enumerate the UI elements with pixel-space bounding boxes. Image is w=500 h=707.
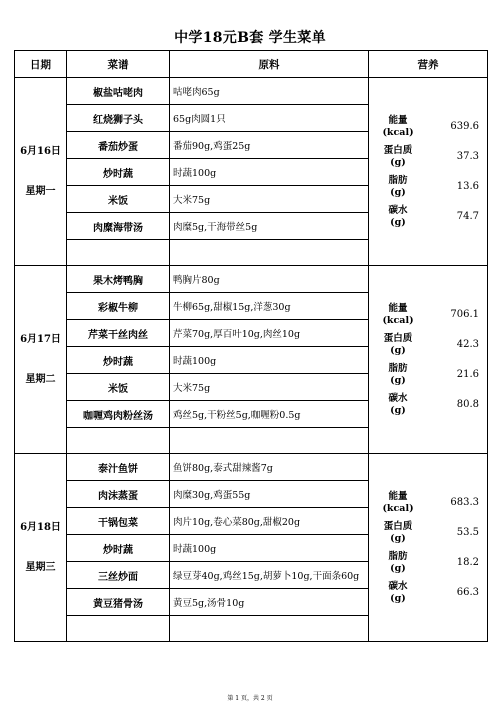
nutrition-label-name: 蛋白质: [383, 332, 413, 344]
nutrition-label-name: 碳水: [388, 580, 408, 592]
nutrition-value-fat: 18.2: [456, 557, 479, 568]
ingredients-cell: 咕咾肉65g: [170, 78, 369, 105]
nutrition-label-energy: [369, 115, 427, 139]
nutrition-grid: [369, 491, 487, 605]
ingredients-cell: 大米75g: [170, 186, 369, 213]
weekday-label: 星期二: [25, 373, 56, 385]
dish-name: 米饭: [67, 186, 170, 213]
nutrition-label-energy: [369, 491, 427, 515]
ingredients-cell: 绿豆芽40g,鸡丝15g,胡萝卜10g,干面条60g: [170, 562, 369, 589]
ingredients-cell: 时蔬100g: [170, 347, 369, 374]
nutrition-value-carb: 74.7: [456, 211, 479, 222]
nutrition-value-energy: 683.3: [450, 497, 479, 508]
nutrition-label-name: 碳水: [388, 392, 408, 404]
dish-name: 咖喱鸡肉粉丝汤: [67, 401, 170, 428]
nutrition-label-unit: (g): [390, 592, 406, 604]
nutrition-label-name: 能量: [388, 490, 408, 502]
weekday-label: 星期一: [25, 185, 56, 197]
nutrition-value-protein: 53.5: [456, 527, 479, 538]
dish-name: 黄豆猪骨汤: [67, 589, 170, 616]
ingredients-cell: 番茄90g,鸡蛋25g: [170, 132, 369, 159]
menu-row: [15, 78, 488, 105]
nutrition-value-fat: 13.6: [456, 181, 479, 192]
ingredients-cell: 鱼饼80g,泰式甜辣酱7g: [170, 454, 369, 481]
nutrition-label-unit: (g): [390, 374, 406, 386]
nutrition-cell: [369, 78, 488, 266]
dish-name: 炒时蔬: [67, 159, 170, 186]
blank-cell: [67, 428, 170, 454]
nutrition-label-name: 蛋白质: [383, 144, 413, 156]
table-header-row: [15, 51, 488, 78]
nutrition-label-name: 脂肪: [388, 174, 408, 186]
nutrition-label-energy: [369, 303, 427, 327]
dish-name: 肉沫蒸蛋: [67, 481, 170, 508]
blank-cell: [67, 616, 170, 642]
nutrition-label-carb: [369, 581, 427, 605]
nutrition-label-carb: [369, 393, 427, 417]
dish-name: 番茄炒蛋: [67, 132, 170, 159]
dish-name: 果木烤鸭胸: [67, 266, 170, 293]
header-dish: 菜谱: [67, 51, 170, 78]
ingredients-cell: 65g肉圆1只: [170, 105, 369, 132]
header-ingredients: 原料: [170, 51, 369, 78]
dish-name: 芹菜干丝肉丝: [67, 320, 170, 347]
nutrition-label-name: 能量: [388, 114, 408, 126]
nutrition-label-protein: [369, 521, 427, 545]
date-cell: [15, 266, 67, 454]
menu-row: [15, 454, 488, 481]
page-footer: 第 1 页，共 2 页: [227, 695, 273, 702]
page-title: 中学18元B套 学生菜单: [174, 30, 326, 46]
dish-name: 炒时蔬: [67, 347, 170, 374]
blank-cell: [170, 240, 369, 266]
date-cell: [15, 78, 67, 266]
nutrition-label-carb: [369, 205, 427, 229]
ingredients-cell: 鸡丝5g,干粉丝5g,咖喱粉0.5g: [170, 401, 369, 428]
date-label: 6月18日: [20, 521, 61, 533]
nutrition-label-unit: (kcal): [382, 126, 414, 138]
nutrition-value-carb: 80.8: [456, 399, 479, 410]
nutrition-value-fat: 21.6: [456, 369, 479, 380]
nutrition-value-protein: 42.3: [456, 339, 479, 350]
nutrition-label-name: 蛋白质: [383, 520, 413, 532]
date-label: 6月17日: [20, 333, 61, 345]
header-date: 日期: [15, 51, 67, 78]
blank-cell: [170, 428, 369, 454]
ingredients-cell: 黄豆5g,汤骨10g: [170, 589, 369, 616]
nutrition-label-unit: (g): [390, 532, 406, 544]
header-nutrition: 营养: [369, 51, 488, 78]
nutrition-label-unit: (g): [390, 562, 406, 574]
nutrition-label-name: 能量: [388, 302, 408, 314]
nutrition-label-fat: [369, 175, 427, 199]
ingredients-cell: 肉片10g,卷心菜80g,甜椒20g: [170, 508, 369, 535]
nutrition-label-unit: (kcal): [382, 502, 414, 514]
dish-name: 彩椒牛柳: [67, 293, 170, 320]
ingredients-cell: 牛柳65g,甜椒15g,洋葱30g: [170, 293, 369, 320]
date-cell: [15, 454, 67, 642]
date-label: 6月16日: [20, 145, 61, 157]
nutrition-label-name: 脂肪: [388, 550, 408, 562]
dish-name: 泰汁鱼饼: [67, 454, 170, 481]
nutrition-grid: [369, 115, 487, 229]
ingredients-cell: 芹菜70g,厚百叶10g,肉丝10g: [170, 320, 369, 347]
blank-cell: [67, 240, 170, 266]
nutrition-value-energy: 639.6: [450, 121, 479, 132]
nutrition-label-fat: [369, 363, 427, 387]
nutrition-label-name: 碳水: [388, 204, 408, 216]
nutrition-label-fat: [369, 551, 427, 575]
nutrition-label-protein: [369, 333, 427, 357]
nutrition-value-protein: 37.3: [456, 151, 479, 162]
nutrition-label-name: 脂肪: [388, 362, 408, 374]
ingredients-cell: 时蔬100g: [170, 159, 369, 186]
ingredients-cell: 肉糜5g,干海带丝5g: [170, 213, 369, 240]
dish-name: 肉糜海带汤: [67, 213, 170, 240]
weekday-label: 星期三: [25, 561, 56, 573]
nutrition-label-unit: (g): [390, 344, 406, 356]
nutrition-value-energy: 706.1: [450, 309, 479, 320]
nutrition-value-carb: 66.3: [456, 587, 479, 598]
nutrition-cell: [369, 454, 488, 642]
nutrition-label-unit: (g): [390, 156, 406, 168]
nutrition-label-unit: (kcal): [382, 314, 414, 326]
nutrition-label-protein: [369, 145, 427, 169]
menu-table: [14, 50, 488, 642]
ingredients-cell: 大米75g: [170, 374, 369, 401]
ingredients-cell: 鸭胸片80g: [170, 266, 369, 293]
menu-row: [15, 266, 488, 293]
blank-cell: [170, 616, 369, 642]
dish-name: 干锅包菜: [67, 508, 170, 535]
dish-name: 红烧狮子头: [67, 105, 170, 132]
nutrition-label-unit: (g): [390, 186, 406, 198]
ingredients-cell: 时蔬100g: [170, 535, 369, 562]
nutrition-label-unit: (g): [390, 216, 406, 228]
dish-name: 三丝炒面: [67, 562, 170, 589]
ingredients-cell: 肉糜30g,鸡蛋55g: [170, 481, 369, 508]
nutrition-label-unit: (g): [390, 404, 406, 416]
dish-name: 米饭: [67, 374, 170, 401]
dish-name: 炒时蔬: [67, 535, 170, 562]
dish-name: 椒盐咕咾肉: [67, 78, 170, 105]
menu-body: [15, 78, 488, 642]
nutrition-grid: [369, 303, 487, 417]
nutrition-cell: [369, 266, 488, 454]
